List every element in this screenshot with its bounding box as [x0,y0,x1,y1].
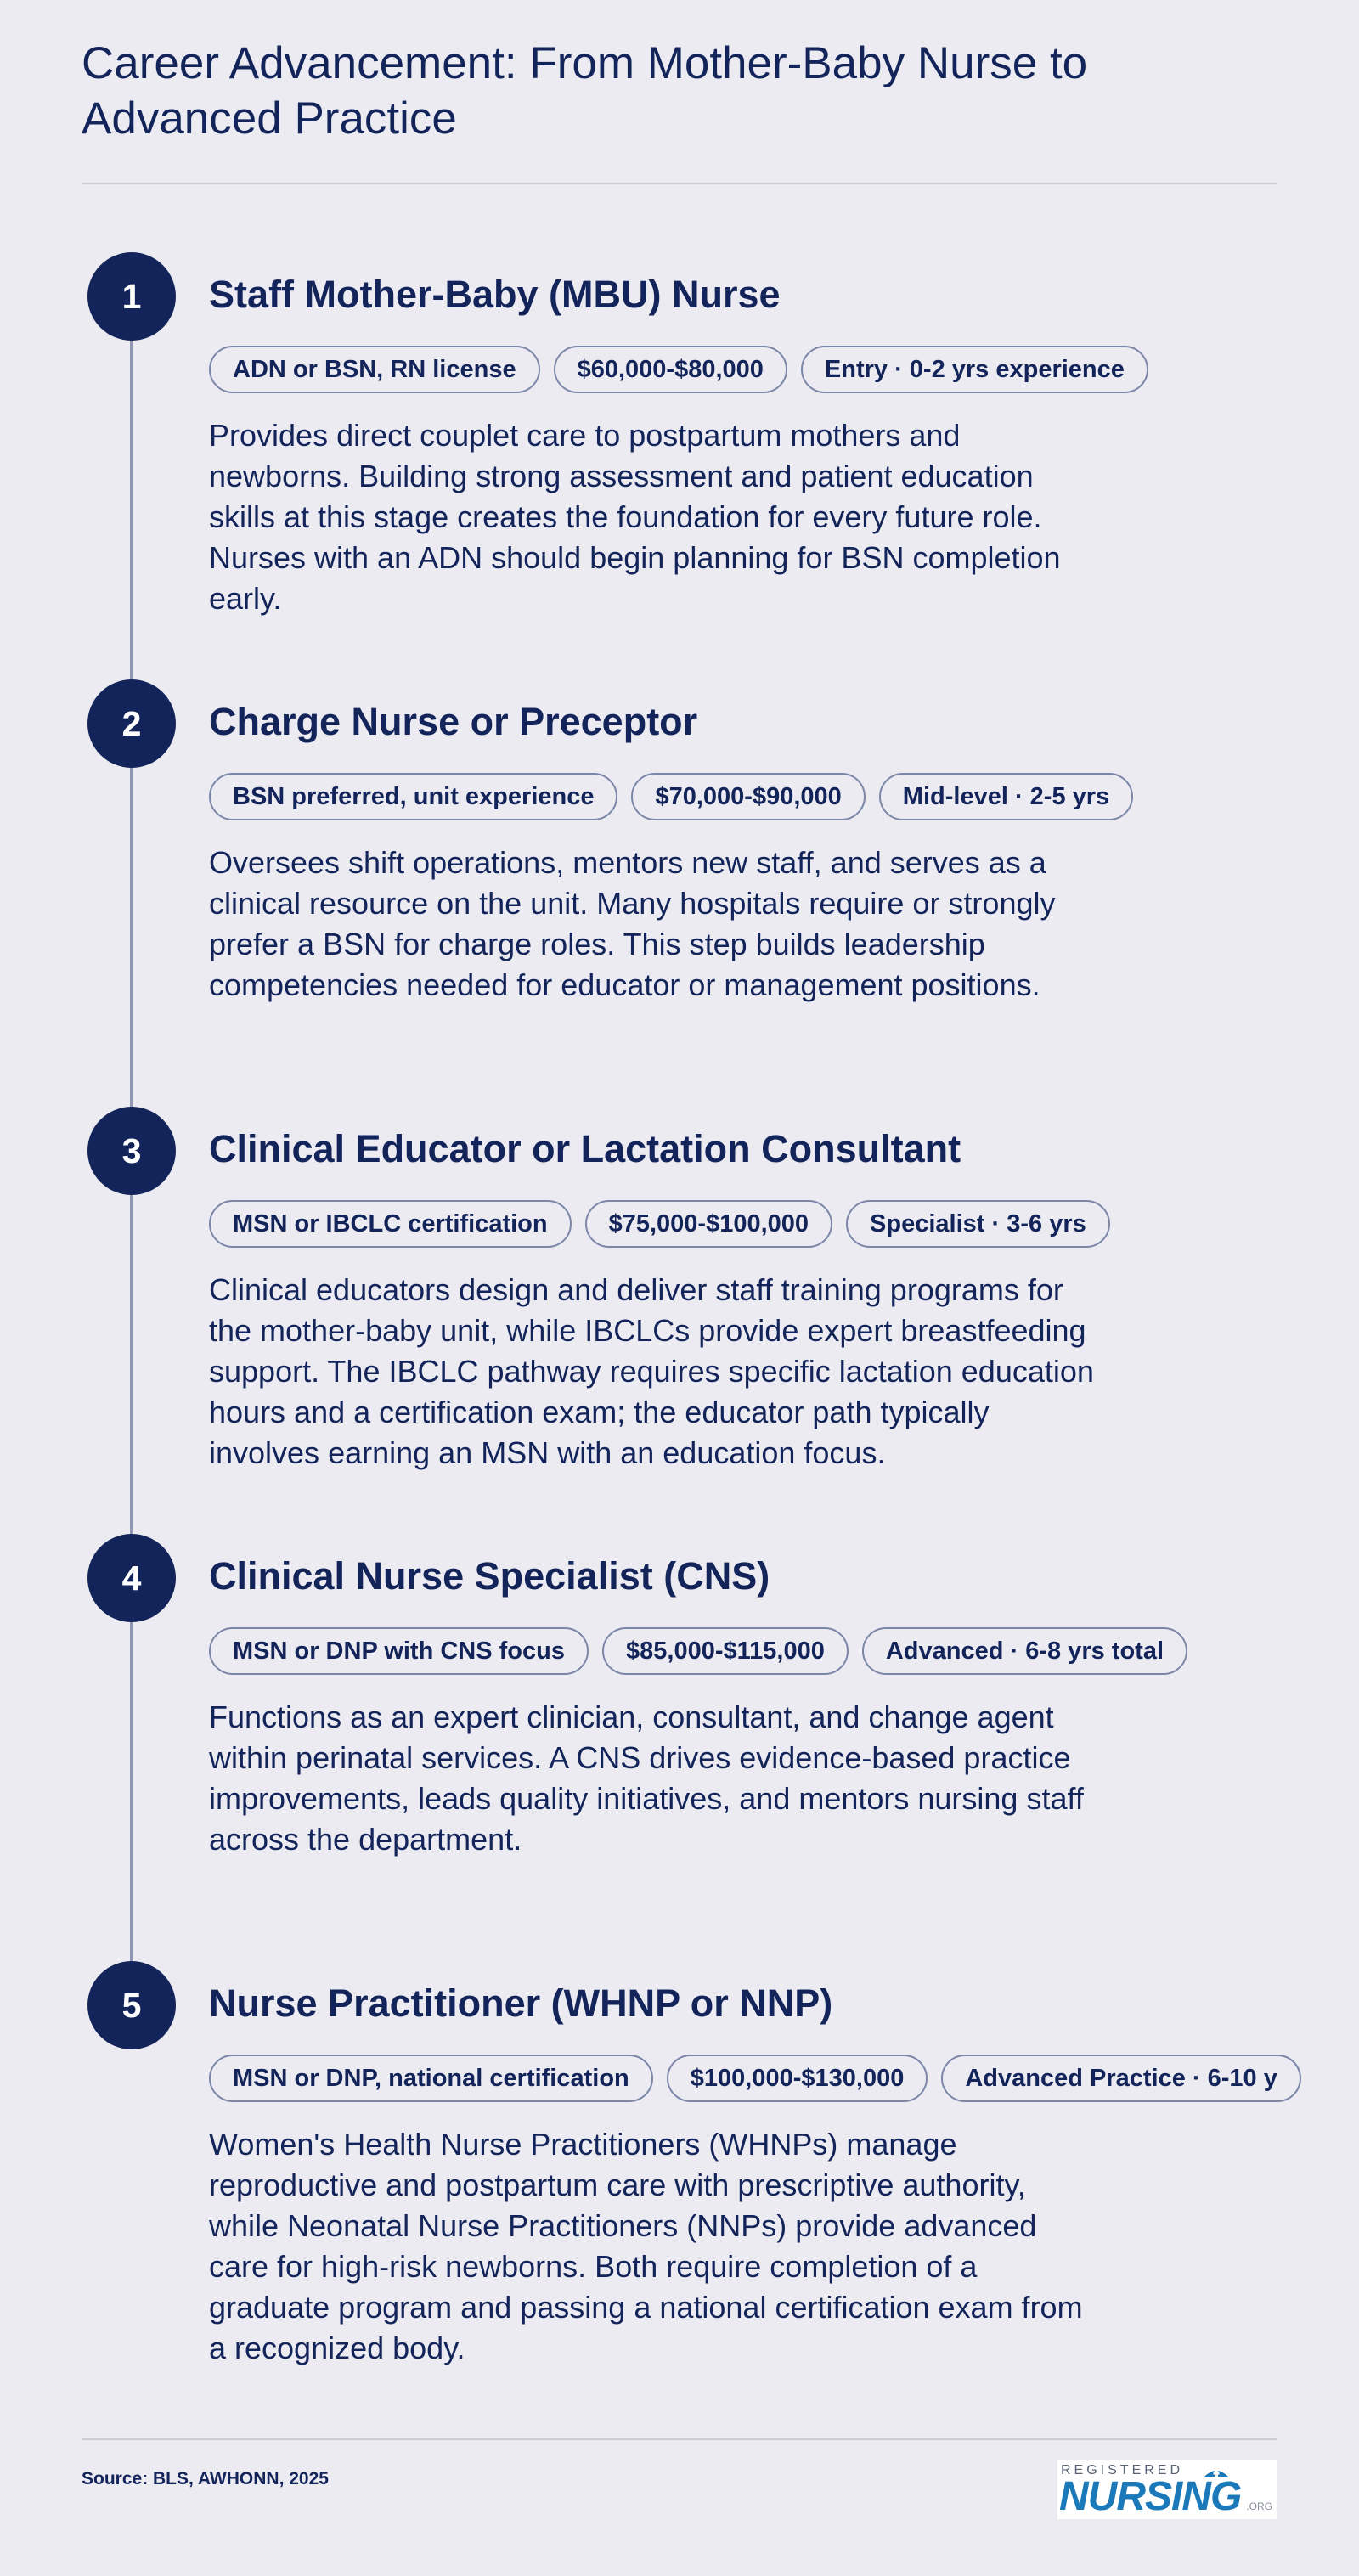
step-number-badge: 1 [87,252,176,341]
step-tags [209,346,1148,393]
source-note: Source: BLS, AWHONN, 2025 [82,2469,329,2489]
salary-tag: $70,000-$90,000 [631,773,865,820]
education-tag: ADN or BSN, RN license [209,346,540,393]
step-title: Nurse Practitioner (WHNP or NNP) [209,1981,833,2025]
step-title: Clinical Nurse Specialist (CNS) [209,1554,770,1598]
step-tags [209,1200,1110,1248]
registered-nursing-logo [1057,2460,1277,2519]
step-description: Functions as an expert clinician, consultant, and change agent within perinatal services. A CNS drives evidence-based practice improvements, leads quality initiatives, and mentors nursing staff across the department. [209,1699,1084,1857]
footer-divider [82,2438,1277,2440]
header-divider [82,183,1277,184]
step-tags [209,2055,1301,2102]
logo-top-text: REGISTERED [1061,2463,1184,2477]
experience-tag: Entry · 0-2 yrs experience [801,346,1148,393]
step-description: Clinical educators design and deliver staff training programs for the mother-baby unit, while IBCLCs provide expert breastfeeding support. The IBCLC pathway requires specific lactation education hours and a certification exam; the educator path typically involves earning an MSN with an education focus. [209,1272,1094,1470]
education-tag: MSN or IBCLC certification [209,1200,572,1248]
step-title: Clinical Educator or Lactation Consultant [209,1127,961,1170]
step-tags [209,1627,1187,1675]
experience-tag: Advanced · 6-8 yrs total [862,1627,1187,1675]
step-title: Charge Nurse or Preceptor [209,700,698,743]
step-number-badge: 2 [87,679,176,768]
step-description: Women's Health Nurse Practitioners (WHNPs) manage reproductive and postpartum care with prescriptive authority, while Neonatal Nurse Practitioners (NNPs) provide advanced care for high-risk newborns. Both require completion of a graduate program and passing a national certification exam from a recognized body. [209,2127,1083,2365]
logo-suffix-text: .ORG [1246,2500,1272,2512]
step-number-badge: 4 [87,1534,176,1622]
step-tags [209,773,1133,820]
step-description: Provides direct couplet care to postpartum mothers and newborns. Building strong assessment and patient education skills at this stage creates the foundation for every future role. Nurses with an ADN should begin planning for BSN completion early. [209,418,1061,616]
experience-tag: Mid-level · 2-5 yrs [879,773,1133,820]
salary-tag: $60,000-$80,000 [554,346,787,393]
step-number-badge: 5 [87,1961,176,2049]
step-description: Oversees shift operations, mentors new staff, and serves as a clinical resource on the unit. Many hospitals require or strongly prefer a BSN for charge roles. This step builds leadership competencies needed for educator or management positions. [209,845,1056,1002]
step-number-badge: 3 [87,1107,176,1195]
education-tag: BSN preferred, unit experience [209,773,617,820]
education-tag: MSN or DNP with CNS focus [209,1627,589,1675]
page-title: Career Advancement: From Mother-Baby Nurse to Advanced Practice [82,38,1088,144]
logo-main-text: NURSING [1059,2474,1242,2519]
experience-tag: Specialist · 3-6 yrs [846,1200,1110,1248]
salary-tag: $75,000-$100,000 [585,1200,832,1248]
experience-tag: Advanced Practice · 6-10 y [941,2055,1301,2102]
salary-tag: $85,000-$115,000 [602,1627,849,1675]
salary-tag: $100,000-$130,000 [667,2055,928,2102]
step-title: Staff Mother-Baby (MBU) Nurse [209,273,781,316]
education-tag: MSN or DNP, national certification [209,2055,653,2102]
